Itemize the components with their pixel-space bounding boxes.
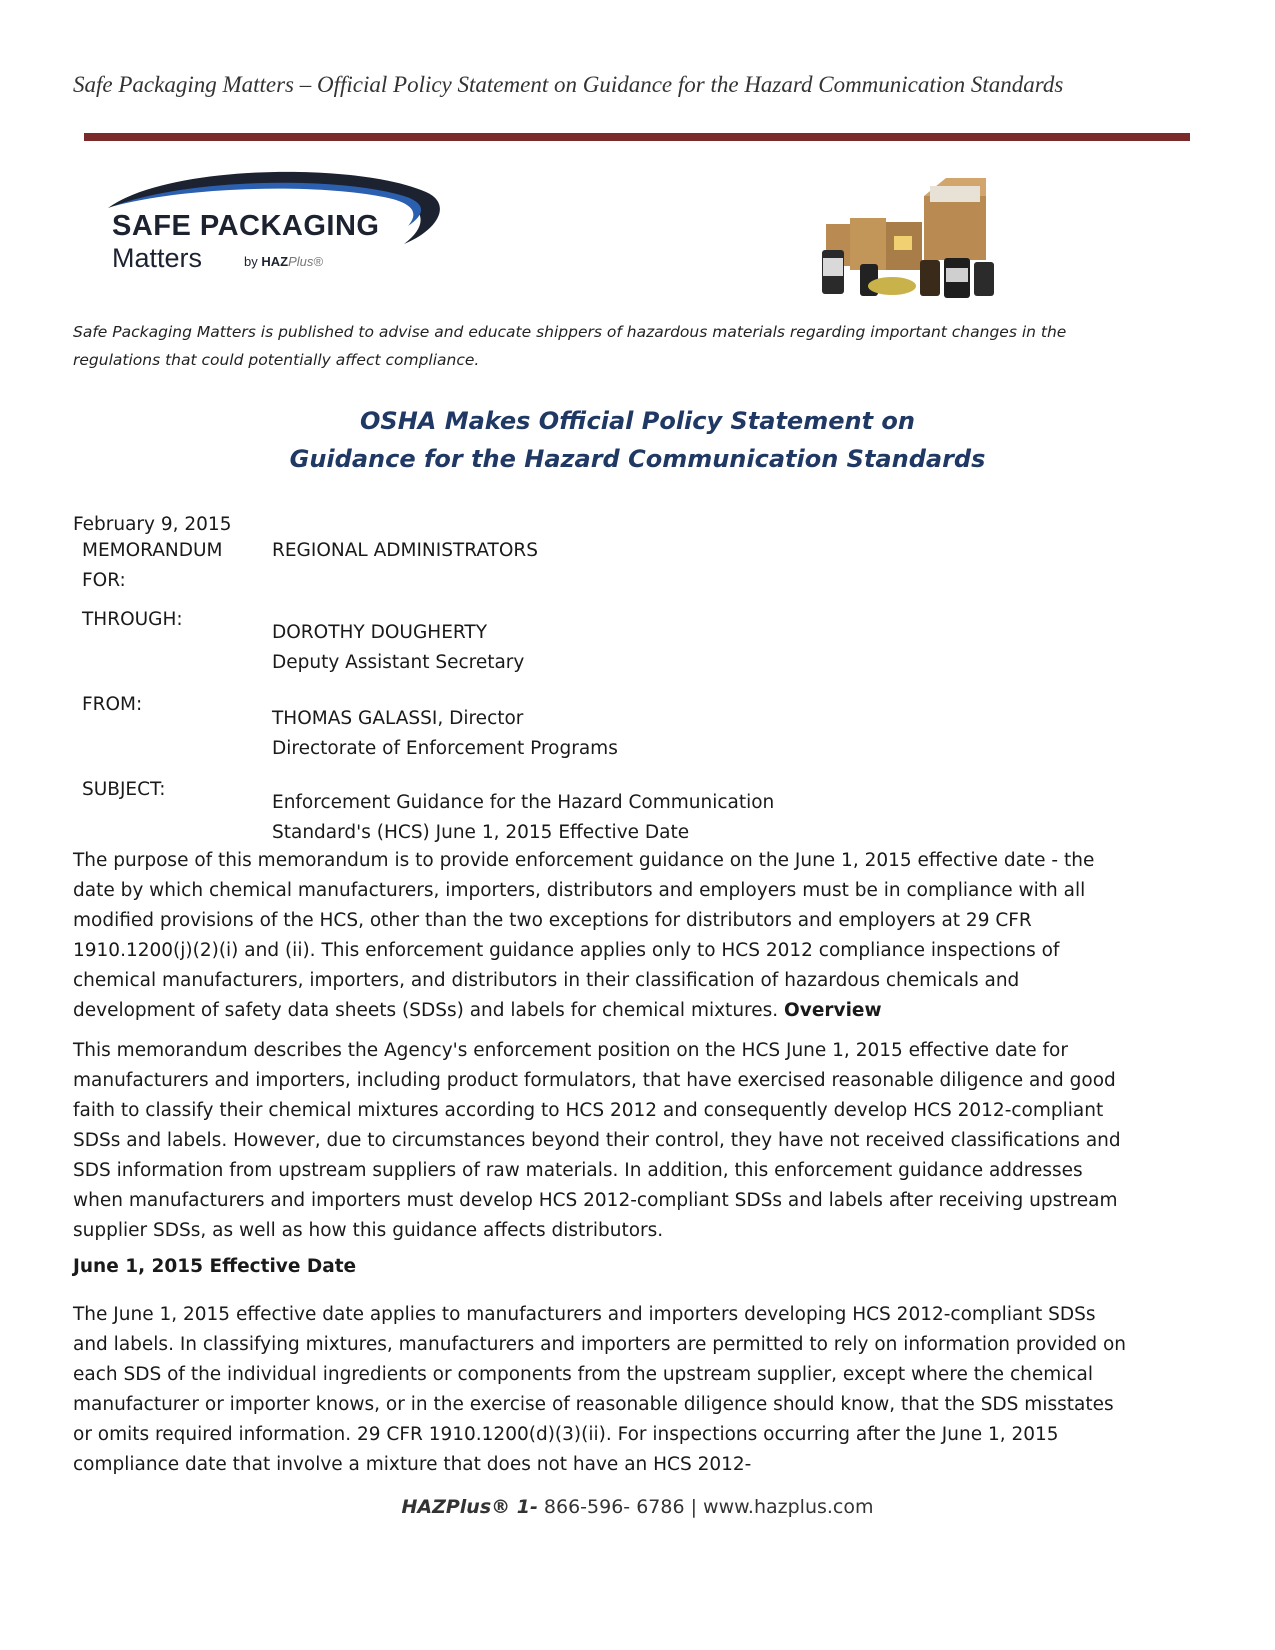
body-paragraph-purpose: The purpose of this memorandum is to provide enforcement guidance on the June 1, 2015 effective date - the date by which chemical manufacturers, importers, distributors and employers must be in compliance with all modified provisions of the HCS, other than the two exceptions for distributors and employers at 29 CFR 1910.1200(j)(2)(i) and (ii). This enforcement guidance applies only to HCS 2012 compliance inspections of chemical manufacturers, importers, and distributors in their classification of hazardous chemicals and development of safety data sheets (SDSs) and labels for chemical mixtures. Overview: [73, 850, 1095, 1021]
overview-heading: Overview: [784, 1000, 882, 1021]
page-footer: [0, 1496, 1275, 1518]
title-line-2: Guidance for the Hazard Communication Standards: [289, 445, 986, 473]
document-title: [150, 402, 1125, 478]
logo-main-text: SAFE PACKAGING: [112, 210, 380, 242]
memo-subject-label: SUBJECT:: [82, 779, 166, 800]
safe-packaging-logo: [108, 170, 458, 280]
footer-contact: 866-596- 6786 | www.hazplus.com: [537, 1496, 874, 1518]
body-paragraph-effective-date: The June 1, 2015 effective date applies to manufacturers and importers developing HCS 2012-compliant SDSs and labels. In classifying mixtures, manufacturers and importers are permitted to rely on information provided on each SDS of the individual ingredients or components from the upstream supplier, except where the chemical manufacturer or importer knows, or in the exercise of reasonable diligence should know, that the SDS misstates or omits required information. 29 CFR 1910.1200(d)(3)(ii). For inspections occurring after the June 1, 2015 compliance date that involve a mixture that does not have an HCS 2012-: [73, 1304, 1127, 1475]
memo-date: February 9, 2015: [73, 514, 232, 535]
memo-subject-value: Enforcement Guidance for the Hazard Communication Standard's (HCS) June 1, 2015 Effective Date: [272, 792, 775, 843]
intro-paragraph: Safe Packaging Matters is published to advise and educate shippers of hazardous materials regarding important changes in the regulations that could potentially affect compliance.: [73, 323, 1067, 369]
footer-brand: HAZPlus® 1-: [401, 1496, 538, 1518]
logo-sub-text: Matters: [112, 243, 203, 273]
memo-for-label: MEMORANDUM FOR:: [82, 540, 223, 591]
body-paragraph-overview: This memorandum describes the Agency's enforcement position on the HCS June 1, 2015 effective date for manufacturers and importers, including product formulators, that have exercised reasonable diligence and good faith to classify their chemical mixtures according to HCS 2012 and consequently develop HCS 2012-compliant SDSs and labels. However, due to circumstances beyond their control, they have not received classifications and SDS information from upstream suppliers of raw materials. In addition, this enforcement guidance addresses when manufacturers and importers must develop HCS 2012-compliant SDSs and labels after receiving upstream supplier SDSs, as well as how this guidance affects distributors.: [73, 1040, 1121, 1241]
memo-from-value: THOMAS GALASSI, Director Directorate of Enforcement Programs: [272, 708, 618, 759]
section-heading-effective-date: June 1, 2015 Effective Date: [73, 1256, 357, 1277]
running-header: Safe Packaging Matters – Official Policy Statement on Guidance for the Hazard Communication Standards: [73, 72, 1064, 97]
title-line-1: OSHA Makes Official Policy Statement on: [360, 407, 915, 435]
logo-by-text: by HAZPlus®: [244, 254, 323, 269]
memo-from-label: FROM:: [82, 694, 143, 715]
memo-through-value: DOROTHY DOUGHERTY Deputy Assistant Secretary: [272, 622, 525, 673]
memo-for-value: REGIONAL ADMINISTRATORS: [272, 540, 539, 561]
header-rule: [84, 133, 1190, 141]
hazmat-packaging-photo-icon: [820, 178, 1038, 306]
memo-through-label: THROUGH:: [82, 609, 183, 630]
